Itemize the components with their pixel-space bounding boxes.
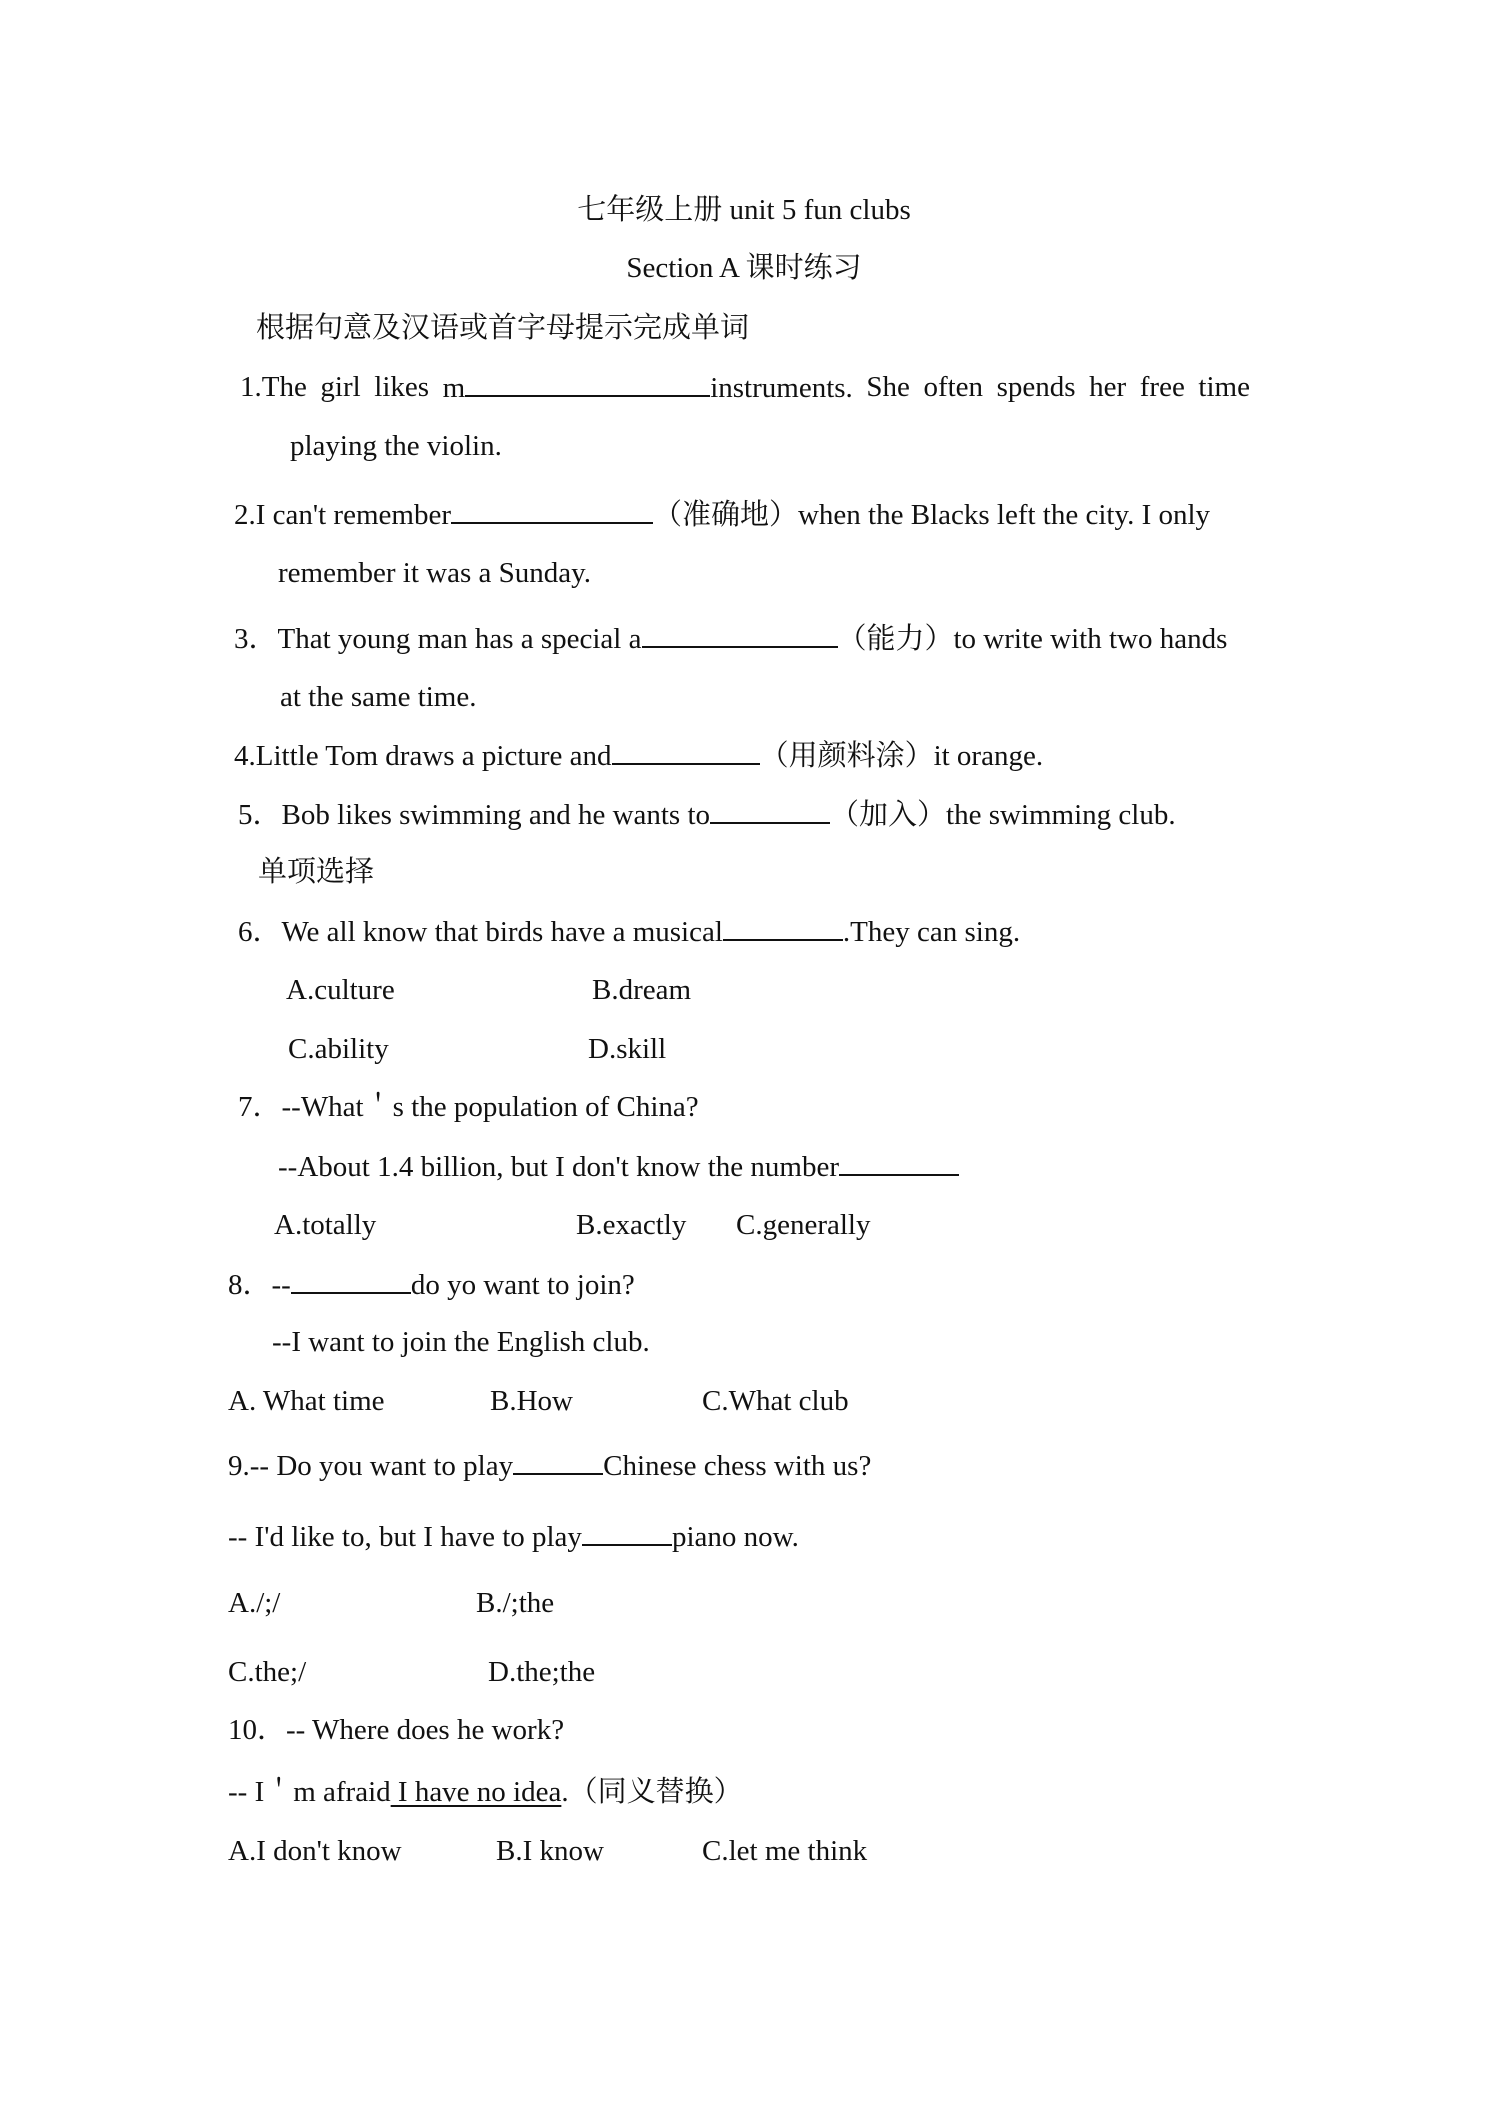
question-6: 6．We all know that birds have a musical .They can sing. (238, 913, 1020, 950)
answer-blank[interactable] (451, 496, 653, 524)
question-3-line-1: 3．That young man has a special a （能力）to write with two hands (234, 620, 1227, 657)
q1-word: time (1198, 371, 1250, 403)
q10-option-a[interactable]: A.I don't know (228, 1835, 402, 1867)
q1-word: She (866, 371, 910, 403)
question-9-line-2: -- I'd like to, but I have to play piano now. (228, 1518, 799, 1555)
q1-blank-group: m instruments. (443, 369, 853, 406)
question-7-line-2: --About 1.4 billion, but I don't know the number (278, 1148, 959, 1185)
q6-option-a[interactable]: A.culture (286, 974, 395, 1006)
answer-blank[interactable] (612, 737, 760, 765)
question-8-line-2: --I want to join the English club. (272, 1326, 650, 1358)
question-8-line-1: 8．-- do yo want to join? (228, 1266, 635, 1303)
q10-option-b[interactable]: B.I know (496, 1835, 604, 1867)
section-heading-fill-in: 根据句意及汉语或首字母提示完成单词 (256, 312, 750, 344)
underlined-phrase: I have no idea (390, 1776, 562, 1808)
page-subtitle: Section A 课时练习 (626, 252, 862, 284)
q7-option-a[interactable]: A.totally (274, 1209, 377, 1241)
q6-option-d[interactable]: D.skill (588, 1033, 667, 1065)
question-1-line-1 (240, 369, 1250, 406)
question-2-line-1: 2.I can't remember （准确地）when the Blacks left the city. I only (234, 496, 1210, 533)
q7-option-b[interactable]: B.exactly (576, 1209, 687, 1241)
answer-blank[interactable] (582, 1518, 672, 1546)
question-1-line-2: playing the violin. (290, 430, 502, 462)
q6-option-b[interactable]: B.dream (592, 974, 692, 1006)
q9-option-b[interactable]: B./;the (476, 1587, 555, 1619)
answer-blank[interactable] (723, 913, 843, 941)
page-title: 七年级上册 unit 5 fun clubs (577, 194, 911, 226)
question-5: 5．Bob likes swimming and he wants to （加入）the swimming club. (238, 796, 1176, 833)
q8-option-c[interactable]: C.What club (702, 1385, 849, 1417)
q1-word: 1.The (240, 371, 307, 403)
q9-option-a[interactable]: A./;/ (228, 1587, 281, 1619)
question-10-line-1: 10．-- Where does he work? (228, 1714, 565, 1746)
q10-option-c[interactable]: C.let me think (702, 1835, 868, 1867)
q1-word: her (1089, 371, 1127, 403)
answer-blank[interactable] (291, 1266, 411, 1294)
answer-blank[interactable] (839, 1148, 959, 1176)
question-9-line-1: 9.-- Do you want to play Chinese chess with us? (228, 1447, 871, 1484)
q8-option-a[interactable]: A. What time (228, 1385, 385, 1417)
answer-blank[interactable] (710, 796, 830, 824)
answer-blank[interactable] (642, 620, 838, 648)
q1-word: free (1139, 371, 1185, 403)
answer-blank[interactable] (465, 369, 710, 397)
q8-option-b[interactable]: B.How (490, 1385, 573, 1417)
answer-blank[interactable] (513, 1447, 603, 1475)
q1-word: girl (320, 371, 361, 403)
section-heading-multiple-choice: 单项选择 (258, 856, 375, 888)
question-10-line-2: -- I＇m afraid I have no idea.（同义替换） (228, 1776, 743, 1808)
question-2-line-2: remember it was a Sunday. (278, 557, 591, 589)
q7-option-c[interactable]: C.generally (736, 1209, 871, 1241)
q9-option-d[interactable]: D.the;the (488, 1656, 596, 1688)
question-3-line-2: at the same time. (280, 681, 477, 713)
q1-word: spends (996, 371, 1076, 403)
q6-option-c[interactable]: C.ability (288, 1033, 389, 1065)
q1-word: likes (374, 371, 430, 403)
q1-word: often (923, 371, 984, 403)
q9-option-c[interactable]: C.the;/ (228, 1656, 307, 1688)
question-4: 4.Little Tom draws a picture and （用颜料涂）it orange. (234, 737, 1043, 774)
question-7-line-1: 7．--What＇s the population of China? (238, 1091, 699, 1123)
